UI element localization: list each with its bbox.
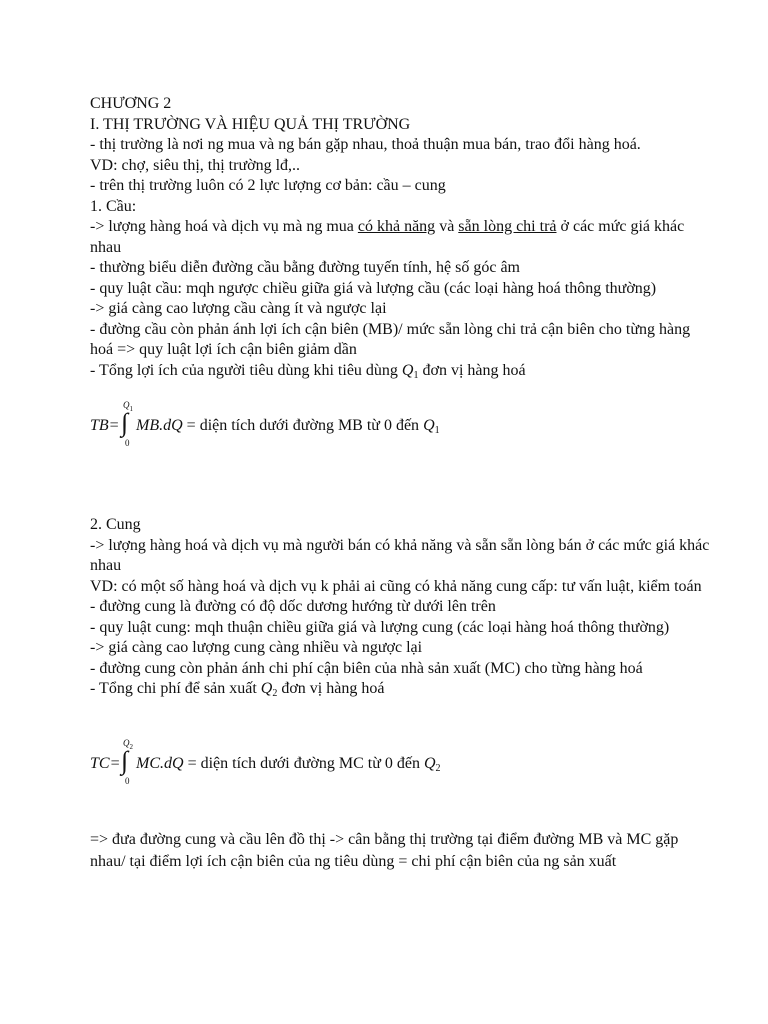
conclusion-paragraph: => đưa đường cung và cầu lên đồ thị -> cân bằng thị trường tại điểm đường MB và MC gặp nhau/ tại điểm lợi ích cận biên của ng tiêu dùng = chi phí cận biên của ng sản xuất — [90, 831, 679, 870]
upper-limit: $Q_1$ — [123, 400, 133, 413]
supply-line: VD: có một số hàng hoá và dịch vụ k phải ai cũng có khả năng cung cấp: tư vấn luật, kiểm toán — [90, 577, 702, 595]
demand-line: - đường cầu còn phản ánh lợi ích cận biên (MB)/ mức sẵn lòng chi trả cận biên cho từng hàng hoá => quy luật lợi ích cận biên giảm dần — [90, 320, 691, 358]
demand-total-line: - Tổng lợi ích của người tiêu dùng khi tiêu dùng $Q_1$ đơn vị hàng hoá — [90, 361, 526, 381]
integral-sign: ∫ — [121, 746, 129, 775]
supply-formula — [90, 740, 710, 790]
lower-limit: 0 — [125, 438, 130, 448]
formula-rhs: MB.dQ = diện tích dưới đường MB từ 0 đến $Q_1$ — [136, 417, 440, 436]
demand-line: -> giá càng cao lượng cầu càng ít và ngược lại — [90, 300, 387, 317]
formula-lhs: TB= — [90, 417, 120, 434]
upper-limit: $Q_2$ — [123, 738, 133, 751]
intro-section — [90, 94, 710, 381]
intro-line: - thị trường là nơi ng mua và ng bán gặp nhau, thoả thuận mua bán, trao đổi hàng hoá. — [90, 136, 641, 153]
q-variable: $Q_1$ — [401, 361, 419, 381]
supply-line: -> giá càng cao lượng cung càng nhiều và ngược lại — [90, 639, 423, 656]
lower-limit: 0 — [125, 776, 130, 786]
demand-definition: -> lượng hàng hoá và dịch vụ mà ng mua có khả năng và sẵn lòng chi trả ở các mức giá khác nhau — [90, 218, 685, 256]
chapter-title: CHƯƠNG 2 — [90, 95, 172, 112]
integral-sign: ∫ — [121, 408, 129, 437]
demand-heading: 1. Cầu: — [90, 197, 137, 215]
formula-rhs: MC.dQ = diện tích dưới đường MC từ 0 đến $Q_2$ — [136, 755, 441, 774]
supply-total-line: - Tổng chi phí để sản xuất $Q_2$ đơn vị hàng hoá — [90, 680, 385, 699]
supply-line: - đường cung còn phản ánh chi phí cận biên của nhà sản xuất (MC) cho từng hàng hoá — [90, 659, 643, 677]
supply-section — [90, 515, 710, 700]
intro-line: VD: chợ, siêu thị, thị trường lđ,.. — [90, 156, 301, 174]
supply-heading: 2. Cung — [90, 516, 141, 533]
demand-line: - quy luật cầu: mqh ngược chiều giữa giá và lượng cầu (các loại hàng hoá thông thường) — [90, 279, 657, 297]
q-variable: $Q_2$ — [260, 680, 278, 699]
supply-line: - quy luật cung: mqh thuận chiều giữa giá và lượng cung (các loại hàng hoá thông thường) — [90, 618, 670, 636]
supply-line: -> lượng hàng hoá và dịch vụ mà người bán có khả năng và sẵn sẵn lòng bán ở các mức giá khác nhau — [90, 536, 710, 574]
demand-formula — [90, 402, 710, 452]
section-heading: I. THỊ TRƯỜNG VÀ HIỆU QUẢ THỊ TRƯỜNG — [90, 115, 411, 133]
conclusion-section — [90, 829, 710, 873]
demand-line: - thường biểu diễn đường cầu bằng đường tuyến tính, hệ số góc âm — [90, 259, 520, 276]
underlined-phrase: có khả năng — [357, 218, 436, 235]
underlined-phrase: sẵn lòng chi trả — [458, 218, 557, 235]
intro-line: - trên thị trường luôn có 2 lực lượng cơ bản: cầu – cung — [90, 177, 446, 194]
formula-lhs: TC= — [90, 755, 121, 772]
supply-line: - đường cung là đường có độ dốc dương hướng từ dưới lên trên — [90, 598, 496, 615]
